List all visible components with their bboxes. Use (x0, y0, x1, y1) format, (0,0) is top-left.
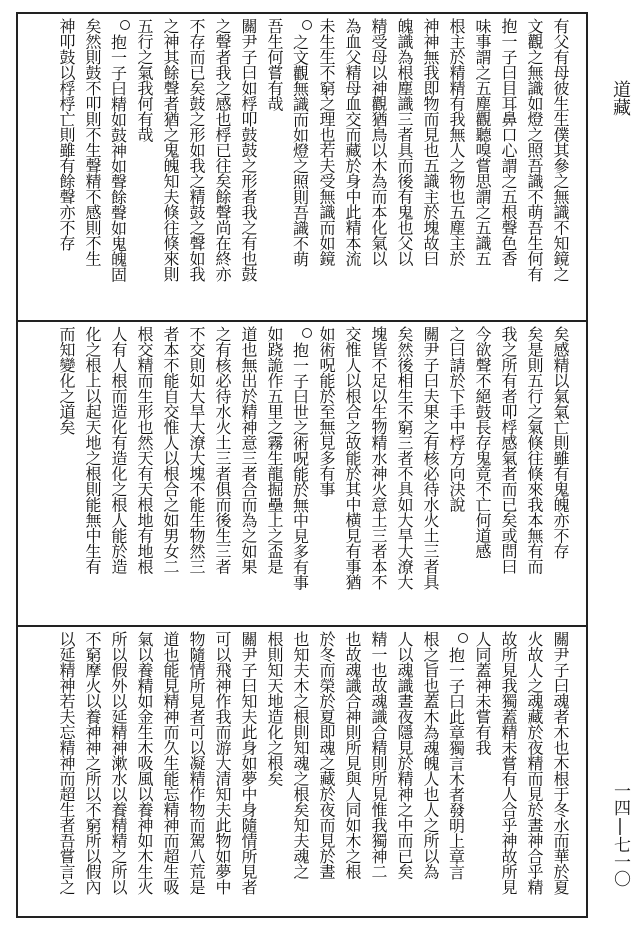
text-column: 根交精而生形也然天有天根地有地根 (135, 326, 154, 574)
text-column: 也知夫木之根則知魂之根矣知夫魂之 (291, 631, 310, 879)
collection-title: 道藏 (610, 80, 631, 116)
text-column: 味事謂之五塵觀聽嗅嘗思謂之五識五 (473, 18, 492, 266)
text-column: 人以魂識晝夜隱見於精神之中而已矣 (395, 631, 414, 879)
text-column: 關尹子曰魂者木也木根于冬水而華於夏 (551, 631, 570, 895)
text-column-body: 抱一子曰世之術呪能於無中見多有事 (290, 342, 310, 590)
text-column-body: 之文觀無識而如燈之照則吾識不萌 (290, 34, 310, 267)
text-column: 根主於精精有我無人之物也五塵主於 (447, 18, 466, 266)
text-column: 根之旨也蓋木為魂魄人也人之所以為 (421, 631, 440, 879)
text-column: 道也無出於精神意三者合而為之如果 (239, 326, 258, 574)
section-circle-icon (458, 633, 468, 643)
text-column (288, 18, 312, 318)
text-column (106, 18, 130, 318)
text-column (444, 631, 468, 913)
page-number: 一四|七一〇 (610, 782, 630, 887)
text-frame (16, 12, 588, 918)
text-column: 神神無我即物而見也五識主於塊故曰 (421, 18, 440, 266)
text-column: 矣然則鼓不叩則不生聲精不感則不生 (83, 18, 102, 266)
section-circle-icon (120, 20, 130, 30)
text-column: 不存而已矣鼓之形如我之精鼓之聲如我 (187, 18, 206, 282)
text-column: 可以飛神作我而游大清知夫此物如夢中 (213, 631, 232, 895)
text-column: 以延精神若夫忘精神而超生者吾嘗言之 (57, 631, 76, 895)
text-column: 不窮摩火以養神神之所以不窮所以假內 (83, 631, 102, 895)
text-column: 根則知天地造化之根矣 (265, 631, 284, 786)
text-column: 化之根上以起天地之根則能無中生有 (83, 326, 102, 574)
section-circle-icon (302, 20, 312, 30)
text-column: 之曰請於下手中桴方向決說 (447, 326, 466, 512)
text-column: 故所見我獨蓋精未嘗有人合乎神故所見 (499, 631, 518, 895)
page-margin (596, 0, 640, 934)
text-column: 交惟人以根合之故能於其中横見有事猶 (343, 326, 362, 590)
text-column-body: 抱一子曰精如鼓神如聲餘聲如鬼魄固 (108, 34, 128, 282)
text-column: 所以假外以延精神漱水以養精精之所以 (109, 631, 128, 895)
text-column: 之有核必待水火土三者俱而後生三者 (213, 326, 232, 574)
text-column: 人有人根而造化有造化之根人能於造 (109, 326, 128, 574)
text-band-upper (18, 18, 586, 318)
text-column: 物隨情所見者可以凝精作物而駕八荒是 (187, 631, 206, 895)
section-circle-icon (302, 328, 312, 338)
text-column: 矣是則五行之氣倏往倏來我本無有而 (525, 326, 544, 574)
text-column: 精一也故魂識合精則所見惟我獨神二 (369, 631, 388, 879)
text-band-lower (18, 631, 586, 913)
text-column: 五行之氣我何有哉 (135, 18, 154, 142)
text-column: 塊皆不足以生物精水神火意土三者本不 (369, 326, 388, 590)
text-column: 神叩鼓以桴桴亡則雖有餘聲亦不存 (57, 18, 76, 251)
text-column: 為血父精母血交而藏於身中此精本流 (343, 18, 362, 266)
band-divider (18, 625, 586, 627)
text-column: 而知變化之道矣 (57, 326, 76, 435)
text-column: 氣以養精如金生木吸風以養神如木生火 (135, 631, 154, 895)
text-column: 今欲聲不絕鼓長存鬼竟不亡何道感 (473, 326, 492, 559)
text-column: 關尹子曰知夫此身如夢中身隨情所見者 (239, 631, 258, 895)
text-column: 如術呪能於至無見多有事 (317, 326, 336, 497)
text-column: 文觀之無識如燈之照吾識不萌吾生何有 (525, 18, 544, 282)
text-column (288, 326, 312, 622)
text-column: 吾生何嘗有哉 (265, 18, 284, 111)
text-column: 抱一子曰目耳鼻口心謂之五根聲色香 (499, 18, 518, 266)
text-column: 道也能見精神而久生能忘精神而超生吸 (161, 631, 180, 895)
text-column: 有父有母彼生生僕其參之無識不知鏡之 (551, 18, 570, 282)
text-column: 魄識為根塵識三者具而後有鬼也父以 (395, 18, 414, 266)
text-column: 之神其餘聲者猶之鬼魄知夫倏往倏來則 (161, 18, 180, 282)
text-column: 關尹子曰如桴叩鼓鼓之形者我之有也鼓 (239, 18, 258, 282)
text-column-body: 抱一子曰此章獨言木者發明上章言 (446, 647, 466, 880)
text-column: 關尹子曰夫果之有核必待水火土三者具 (421, 326, 440, 590)
text-column: 矣然後相生不窮三者不具如大旱大潦大 (395, 326, 414, 590)
text-band-middle (18, 326, 586, 622)
text-column: 人同蓋神未嘗有我 (473, 631, 492, 755)
text-column: 者本不能自交惟人以根合之如男女二 (161, 326, 180, 574)
text-column: 不交則如大旱大潦大塊不能生物然三 (187, 326, 206, 574)
text-column: 精受母以神觀猶鳥以木為而本化氣以 (369, 18, 388, 266)
text-column: 火故人之魂藏於夜精而見於晝神合乎精 (525, 631, 544, 895)
text-column: 如跷詭作五里之霧生龍掘壘上之盃是 (265, 326, 284, 574)
text-column: 我之所有者叩桴感氣者而已矣或問曰 (499, 326, 518, 574)
text-column: 於冬而榮於夏即魂之藏於夜而見於晝 (317, 631, 336, 879)
text-column: 也故魂識合神則所見與人同如木之根 (343, 631, 362, 879)
text-column: 矣感精以氣氣亡則雖有鬼魄亦不存 (551, 326, 570, 559)
band-divider (18, 320, 586, 322)
text-column: 未生生不窮之理也若夫受無識而如鏡 (317, 18, 336, 266)
text-column: 之聲者我之感也桴已往矣餘聲尚在終亦 (213, 18, 232, 282)
